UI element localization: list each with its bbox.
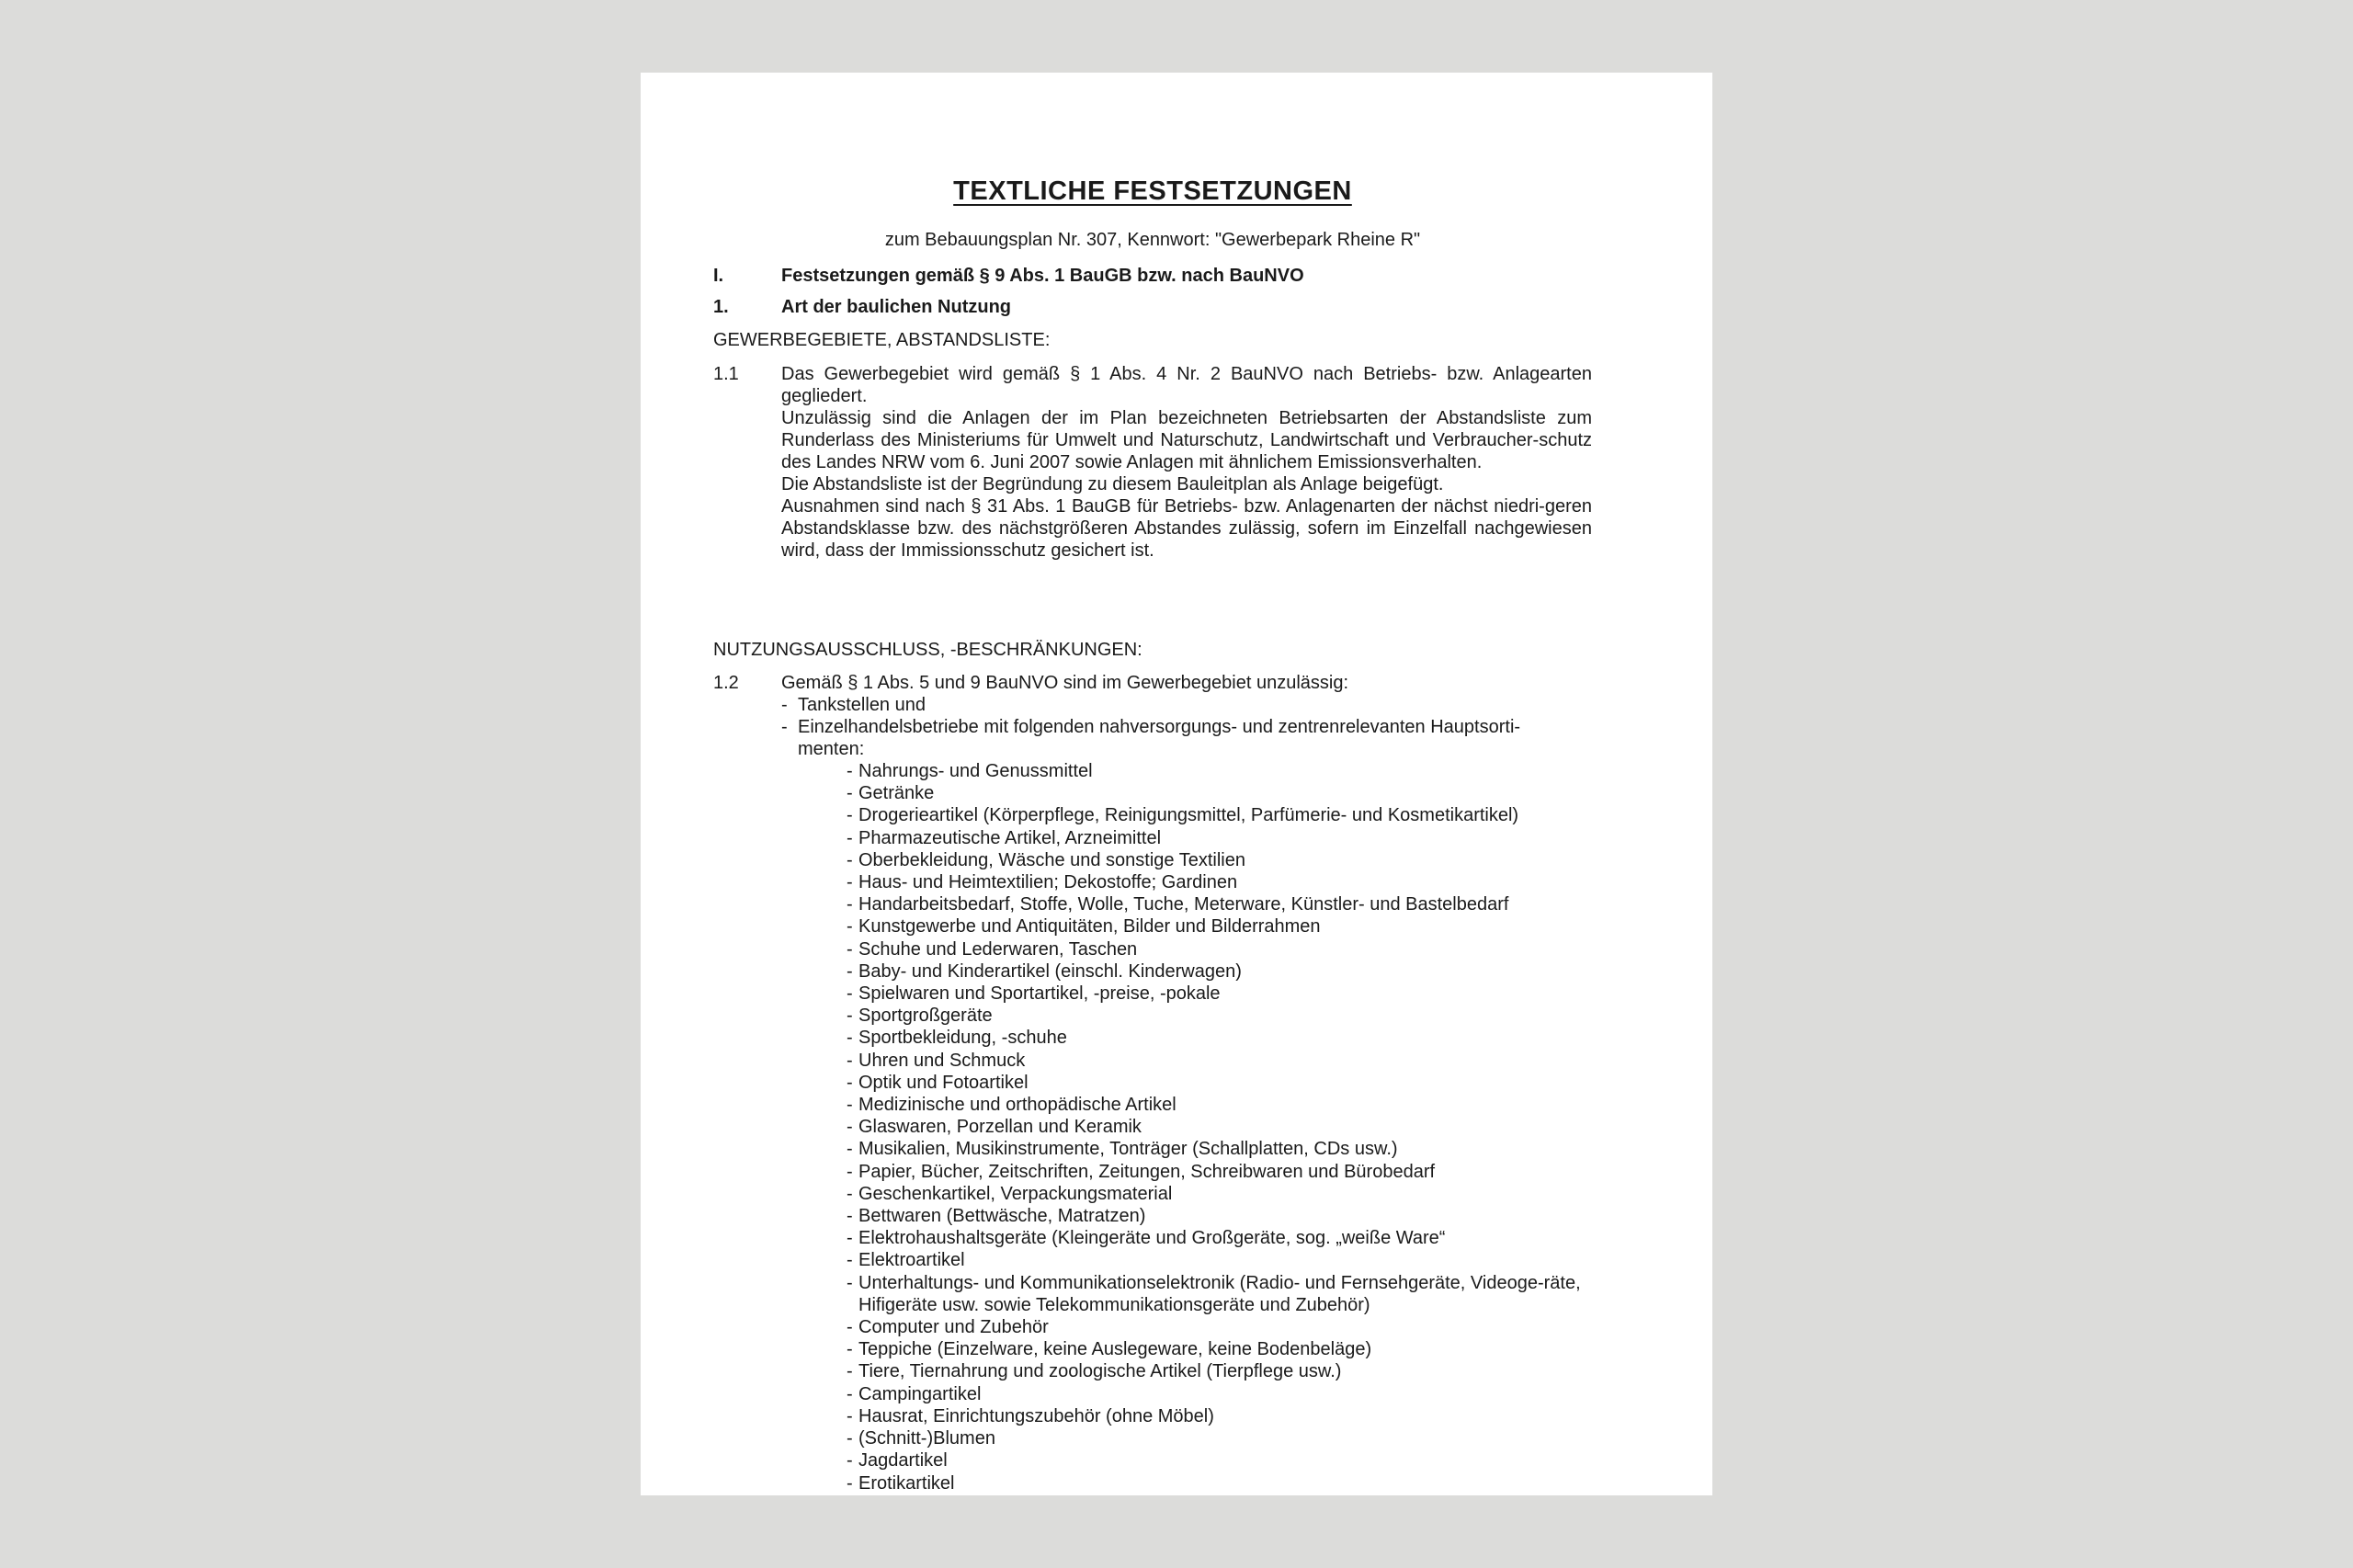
clause-1-2-bullet (781, 694, 926, 716)
list-item: - Elektroartikel (847, 1249, 1592, 1271)
list-item: - Drogerieartikel (Körperpflege, Reinigungsmittel, Parfümerie- und Kosmetikartikel) (847, 804, 1592, 826)
list-item: - Tiere, Tiernahrung und zoologische Artikel (Tierpflege usw.) (847, 1360, 1592, 1382)
list-item: - Sportbekleidung, -schuhe (847, 1027, 1592, 1049)
list-item: - Computer und Zubehör (847, 1316, 1592, 1338)
document-title: TEXTLICHE FESTSETZUNGEN (953, 176, 1352, 206)
list-item: - Jagdartikel (847, 1449, 1592, 1471)
bullet-text: Tankstellen und (798, 695, 926, 715)
list-item: - Musikalien, Musikinstrumente, Tonträger (Schallplatten, CDs usw.) (847, 1138, 1592, 1160)
product-range-list (847, 760, 1592, 1494)
list-item: - Unterhaltungs- und Kommunikationselektronik (Radio- und Fernsehgeräte, Videoge-räte, Hifigeräte usw. sowie Telekommunikationsgeräte und Zubehör) (847, 1272, 1592, 1316)
list-item: - Hausrat, Einrichtungszubehör (ohne Möbel) (847, 1405, 1592, 1427)
list-item: - Uhren und Schmuck (847, 1050, 1592, 1072)
list-item: - Pharmazeutische Artikel, Arzneimittel (847, 827, 1592, 849)
list-item: - Getränke (847, 782, 1592, 804)
clause-1-1-number: 1.1 (713, 364, 739, 384)
clause-1-1-body (781, 363, 1592, 562)
list-item: - Elektrohaushaltsgeräte (Kleingeräte und Großgeräte, sog. „weiße Ware“ (847, 1227, 1592, 1249)
list-item: - (Schnitt-)Blumen (847, 1427, 1592, 1449)
section-heading: Festsetzungen gemäß § 9 Abs. 1 BauGB bzw. nach BauNVO (781, 266, 1304, 286)
dash-marker: - (781, 717, 788, 737)
list-item: - Haus- und Heimtextilien; Dekostoffe; Gardinen (847, 871, 1592, 893)
group-heading-abstandsliste: GEWERBEGEBIETE, ABSTANDSLISTE: (713, 330, 1051, 350)
list-item: - Bettwaren (Bettwäsche, Matratzen) (847, 1205, 1592, 1227)
list-item: - Nahrungs- und Genussmittel (847, 760, 1592, 782)
list-item: - Optik und Fotoartikel (847, 1072, 1592, 1094)
clause-1-1-paragraph: Ausnahmen sind nach § 31 Abs. 1 BauGB für Betriebs- bzw. Anlagenarten der nächst niedri-geren Abstandsklasse bzw. des nächstgrößeren Abstandes zulässig, sofern im Einzelfall nachgewiesen wird, dass der Immissionsschutz gesichert ist. (781, 496, 1592, 561)
section-number: I. (713, 266, 724, 286)
group-heading-nutzungsausschluss: NUTZUNGSAUSSCHLUSS, -BESCHRÄNKUNGEN: (713, 640, 1142, 660)
list-item: - Geschenkartikel, Verpackungsmaterial (847, 1183, 1592, 1205)
subsection-heading: Art der baulichen Nutzung (781, 297, 1011, 317)
clause-1-2-number: 1.2 (713, 673, 739, 693)
list-item: - Handarbeitsbedarf, Stoffe, Wolle, Tuche, Meterware, Künstler- und Bastelbedarf (847, 893, 1592, 915)
list-item: - Kunstgewerbe und Antiquitäten, Bilder und Bilderrahmen (847, 915, 1592, 937)
list-item: - Spielwaren und Sportartikel, -preise, -pokale (847, 983, 1592, 1005)
bullet-text-continuation: menten: (798, 739, 865, 759)
clause-1-1-paragraph: Unzulässig sind die Anlagen der im Plan bezeichneten Betriebsarten der Abstandsliste zum Runderlass des Ministeriums für Umwelt und Naturschutz, Landwirtschaft und Verbraucher-schutz des Landes NRW vom 6. Juni 2007 sowie Anlagen mit ähnlichem Emissionsverhalten. (781, 408, 1592, 472)
list-item: - Schuhe und Lederwaren, Taschen (847, 938, 1592, 960)
document-page (641, 73, 1712, 1495)
list-item: - Glaswaren, Porzellan und Keramik (847, 1116, 1592, 1138)
list-item: - Oberbekleidung, Wäsche und sonstige Textilien (847, 849, 1592, 871)
subsection-number: 1. (713, 297, 729, 317)
clause-1-1-paragraph: Die Abstandsliste ist der Begründung zu diesem Bauleitplan als Anlage beigefügt. (781, 474, 1444, 494)
list-item: - Teppiche (Einzelware, keine Auslegeware, keine Bodenbeläge) (847, 1338, 1592, 1360)
clause-1-2-bullet (781, 716, 1520, 738)
list-item: - Sportgroßgeräte (847, 1005, 1592, 1027)
list-item: - Campingartikel (847, 1383, 1592, 1405)
list-item: - Medizinische und orthopädische Artikel (847, 1094, 1592, 1116)
list-item: - Papier, Bücher, Zeitschriften, Zeitungen, Schreibwaren und Bürobedarf (847, 1161, 1592, 1183)
document-subtitle: zum Bebauungsplan Nr. 307, Kennwort: "Gewerbepark Rheine R" (884, 230, 1421, 250)
clause-1-1-paragraph: Das Gewerbegebiet wird gemäß § 1 Abs. 4 Nr. 2 BauNVO nach Betriebs- bzw. Anlagearten gegliedert. (781, 364, 1592, 406)
bullet-text: Einzelhandelsbetriebe mit folgenden nahversorgungs- und zentrenrelevanten Hauptsorti- (798, 717, 1521, 737)
list-item: - Baby- und Kinderartikel (einschl. Kinderwagen) (847, 960, 1592, 983)
list-item: - Erotikartikel (847, 1472, 1592, 1494)
dash-marker: - (781, 695, 788, 715)
clause-1-2-intro: Gemäß § 1 Abs. 5 und 9 BauNVO sind im Gewerbegebiet unzulässig: (781, 673, 1349, 693)
